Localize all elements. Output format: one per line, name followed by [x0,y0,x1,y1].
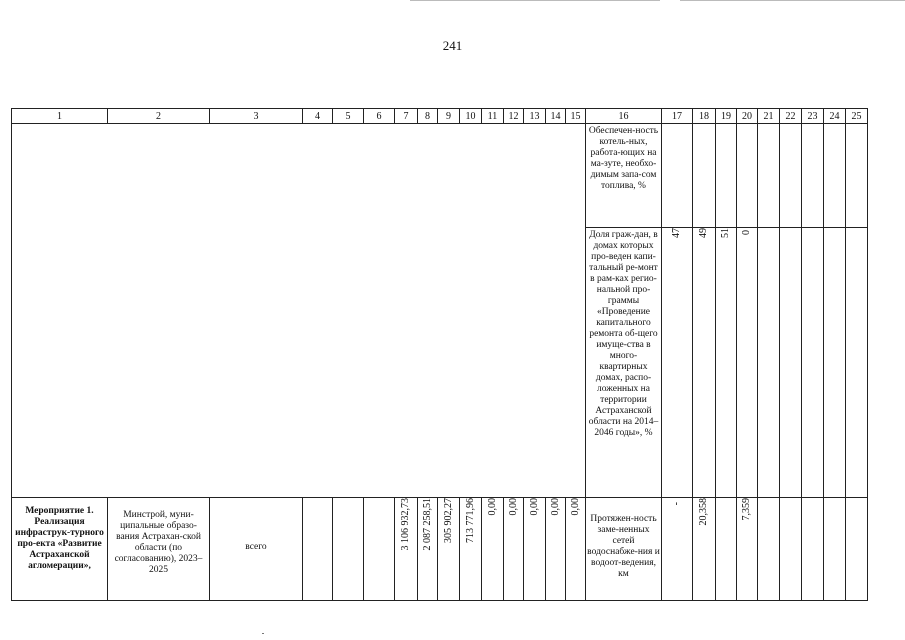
value-cell-13 [524,498,546,601]
column-header: 5 [333,109,364,124]
value-cell-15 [566,498,586,601]
column-header: 22 [780,109,802,124]
value-cell-17 [662,228,693,498]
value-text: 49 [698,228,709,238]
empty-cell [758,228,780,498]
column-header: 3 [210,109,303,124]
value-text: 20,358 [698,498,709,526]
value-text: 7,359 [741,498,752,521]
value-text: 0,00 [569,498,581,516]
indicator-cell [586,124,662,228]
value-text: 713 771,96 [464,498,476,543]
empty-cell [824,228,846,498]
column-header: 16 [586,109,662,124]
empty-cell [846,228,868,498]
value-cell-18 [693,124,716,228]
empty-cell [802,498,824,601]
column-header: 17 [662,109,693,124]
source-text: всего [245,542,267,552]
indicator-text: Обеспечен-ность котель-ных, работа-ющих на ма-зуте, необхо-димым запа-сом топлива, % [588,126,659,191]
value-cell-11 [482,498,504,601]
data-table [11,108,868,601]
value-cell-20 [737,498,758,601]
column-header: 6 [364,109,395,124]
value-text: 0,00 [486,498,498,516]
indicator-text: Доля граж-дан, в домах которых про-веден капи-тальный ре-монт в рам-ках регио-нальной про-граммы «Проведение капитального ремонта об-щего имуще-ства в много-квартирных домах, распо-ложенных на территории Астраханской области на 2014–2046 годы», % [588,230,659,438]
column-header: 25 [846,109,868,124]
indicator-cell [586,228,662,498]
value-cell-14 [546,498,566,601]
empty-cell [758,498,780,601]
column-header: 11 [482,109,504,124]
empty-cell [846,498,868,601]
column-header: 13 [524,109,546,124]
page-number: 241 [442,38,463,53]
top-edge-rule [410,0,660,1]
top-edge-rule-right [680,0,905,1]
value-cell-19 [716,228,737,498]
value-text: 305 902,27 [442,498,454,543]
source-cell [210,498,303,601]
value-text: 3 106 932,73 [400,498,411,551]
value-cell-19 [716,498,737,601]
indicator-row [12,124,868,228]
empty-cell [802,228,824,498]
empty-cell [846,124,868,228]
value-text: 0,00 [528,498,540,516]
column-header: 10 [460,109,482,124]
value-cell-5 [333,498,364,601]
value-cell-18 [693,498,716,601]
blank-merged-cell [12,124,586,498]
column-header: 15 [566,109,586,124]
column-header: 2 [108,109,210,124]
column-header: 19 [716,109,737,124]
column-header: 18 [693,109,716,124]
empty-cell [824,124,846,228]
empty-cell [780,124,802,228]
value-text: 2 087 258,51 [421,498,433,551]
column-header: 12 [504,109,524,124]
value-cell-12 [504,498,524,601]
value-text: 0,00 [507,498,519,516]
column-header: 7 [395,109,418,124]
column-header: 23 [802,109,824,124]
value-cell-17 [662,124,693,228]
column-header: 9 [438,109,460,124]
empty-cell [758,124,780,228]
column-header: 14 [546,109,566,124]
value-cell-8 [418,498,438,601]
value-cell-19 [716,124,737,228]
indicator-text: Протяжен-ность заме-ненных сетей водоснабже-ния и водоот-ведения, км [587,514,660,579]
value-cell-4 [303,498,333,601]
column-header: 1 [12,109,108,124]
measure-row [12,498,868,601]
measure-name: Мероприятие 1. Реализация инфраструк-турного про-екта «Развитие Астраханской агломерации», [15,506,104,571]
column-header: 21 [758,109,780,124]
value-cell-9 [438,498,460,601]
value-cell-6 [364,498,395,601]
value-text: 0 [741,230,752,235]
value-text: - [671,501,682,505]
column-number-row [12,109,868,124]
value-cell-10 [460,498,482,601]
executor-text: Минстрой, муни-ципальные образо-вания Астрахан-ской области (по согласованию), 2023–2025 [114,510,203,575]
measure-name-cell [12,498,108,601]
value-text: 0,00 [549,498,561,516]
empty-cell [780,228,802,498]
value-text: 47 [671,228,682,238]
executor-cell [108,498,210,601]
value-text: 51 [720,228,731,238]
column-header: 8 [418,109,438,124]
empty-cell [824,498,846,601]
column-header: 4 [303,109,333,124]
indicator-cell [586,498,662,601]
value-cell-7 [395,498,418,601]
scan-speck [262,633,264,634]
value-cell-17 [662,498,693,601]
value-cell-18 [693,228,716,498]
column-header: 24 [824,109,846,124]
column-header: 20 [737,109,758,124]
empty-cell [802,124,824,228]
empty-cell [780,498,802,601]
value-cell-20 [737,228,758,498]
value-cell-20 [737,124,758,228]
